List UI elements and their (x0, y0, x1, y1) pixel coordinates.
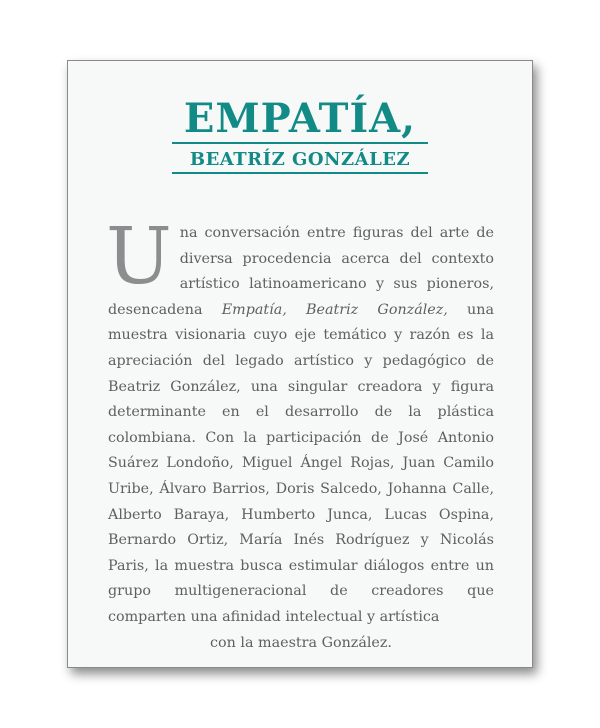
drop-cap: U (106, 212, 172, 302)
subtitle-underline (172, 172, 428, 174)
body-italic-title: Empatía, Beatriz González, (221, 301, 448, 318)
title-underline (172, 142, 428, 144)
body-paragraph (106, 212, 494, 656)
document-page (67, 60, 533, 668)
body-last-line: con la maestra González. (210, 634, 392, 651)
body-text-part-1: na conversación entre figuras del arte de diversa procedencia acerca del contexto artístico latinoamericano y sus pioneros, desencadena (108, 225, 494, 318)
page-subtitle: BEATRÍZ GONZÁLEZ (189, 149, 411, 170)
page-title: EMPATÍA, (183, 95, 417, 142)
body-text-part-2: una muestra visionaria cuyo eje temático y razón es la apreciación del legado artístico y pedagógico de Beatriz González, una singular creadora y figura determinante en el desarrollo de la plástica colombiana. Con la participación de José Antonio Suárez Londoño, Miguel Ángel Rojas, Juan Camilo Uribe, Álvaro Barrios, Doris Salcedo, Johanna Calle, Alberto Baraya, Humberto Junca, Lucas Ospina, Bernardo Ortiz, María Inés Rodríguez y Nicolás Paris, la muestra busca estimular diálogos entre un grupo multigeneracional de creadores que comparten una afinidad intelectual y artística (108, 301, 494, 625)
